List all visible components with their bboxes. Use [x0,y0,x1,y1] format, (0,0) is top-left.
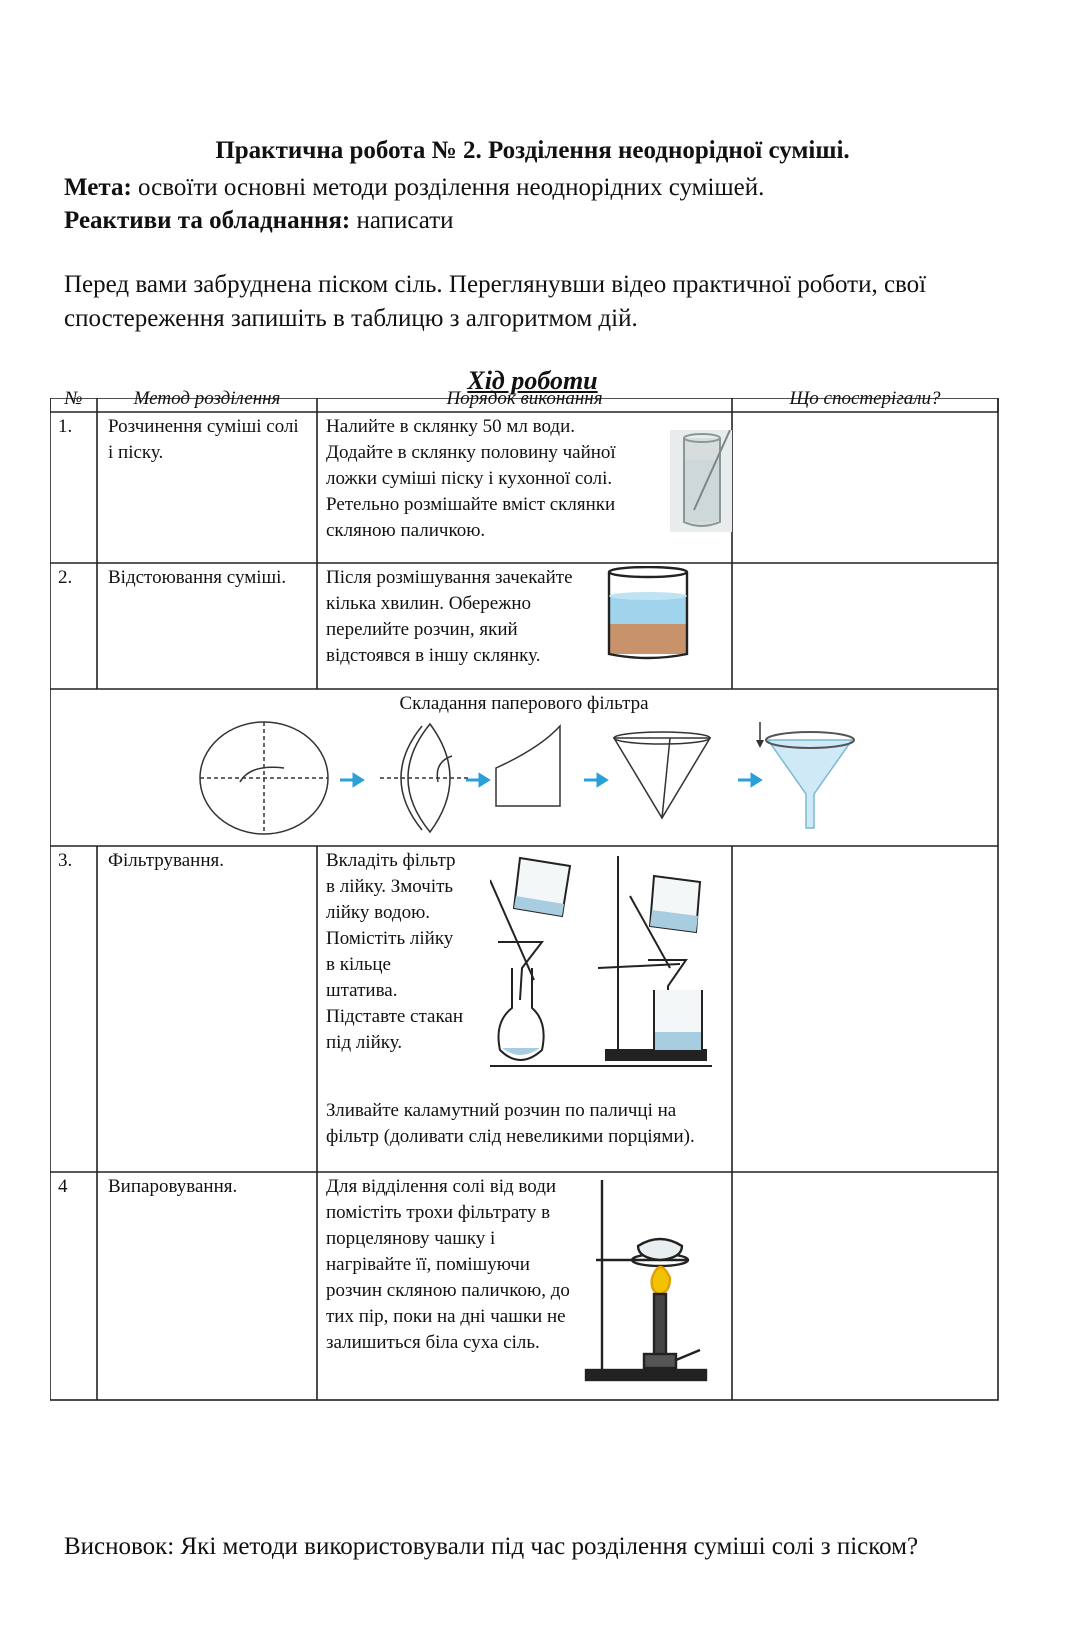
goal-text: освоїти основні методи розділення неоднорідних сумішей. [131,174,765,201]
goal-label: Мета: [64,174,132,201]
header-steps: Порядок виконання [446,388,603,409]
evaporation-setup-image [582,1174,718,1388]
reagents-label: Реактиви та обладнання: [64,207,351,234]
header-observed: Що спостерігали? [789,388,941,409]
row1-steps: Налийте в склянку 50 мл води. Додайте в склянку половину чайної ложки суміші піску і кухонної солі. Ретельно розмішайте вміст склянки скляною паличкою. [326,416,616,541]
funnel-with-filter [756,722,854,828]
procedure-table [50,388,1041,1462]
header-method: Метод розділення [133,388,281,409]
header-num: № [64,388,83,409]
row2-steps: Після розмішування зачекайте кілька хвилин. Обережно перелийте розчин, який відстоявся в іншу склянку. [326,567,573,666]
filter-row-title: Складання паперового фільтра [399,693,649,714]
glass-with-water-image [670,430,732,532]
section-title: Хід роботи [467,366,598,395]
reagents-text: написати [350,207,454,234]
filter-folding-diagram [190,718,870,838]
row1-num: 1. [58,416,73,437]
reagents-line [64,207,454,235]
row4-steps: Для відділення солі від води помістіть трохи фільтрату в порцелянову чашку і нагрівайте її, помішуючи розчин скляною паличкою, до тих пір, поки на дні чашки не залишиться біла суха сіль. [326,1176,570,1353]
conclusion-text: Висновок: Які методи використовували під час розділення суміші солі з піском? [64,1533,919,1560]
row4-method: Випаровування. [108,1176,238,1197]
row2-num: 2. [58,567,73,588]
row1-method: Розчинення суміші солі і піску. [108,416,299,463]
row3-method: Фільтрування. [108,850,224,871]
row2-method: Відстоювання суміші. [108,567,287,588]
row3-steps-extra: Зливайте каламутний розчин по паличці на фільтр (доливати слід невеликими порціями). [326,1100,695,1147]
filtration-setup-image [490,850,720,1072]
settling-beaker-image [605,566,691,660]
row4-num: 4 [58,1176,68,1197]
page-title: Практична робота № 2. Розділення неоднорідної суміші. [215,137,850,164]
row3-steps: Вкладіть фільтр в лійку. Змочіть лійку водою. Помістіть лійку в кільце штатива. Підставте стакан під лійку. [326,850,463,1053]
intro-text: Перед вами забруднена піском сіль. Переглянувши відео практичної роботи, свої спостереження запишіть в таблицю з алгоритмом дій. [64,271,927,332]
goal-line [64,174,764,202]
row3-num: 3. [58,850,73,871]
